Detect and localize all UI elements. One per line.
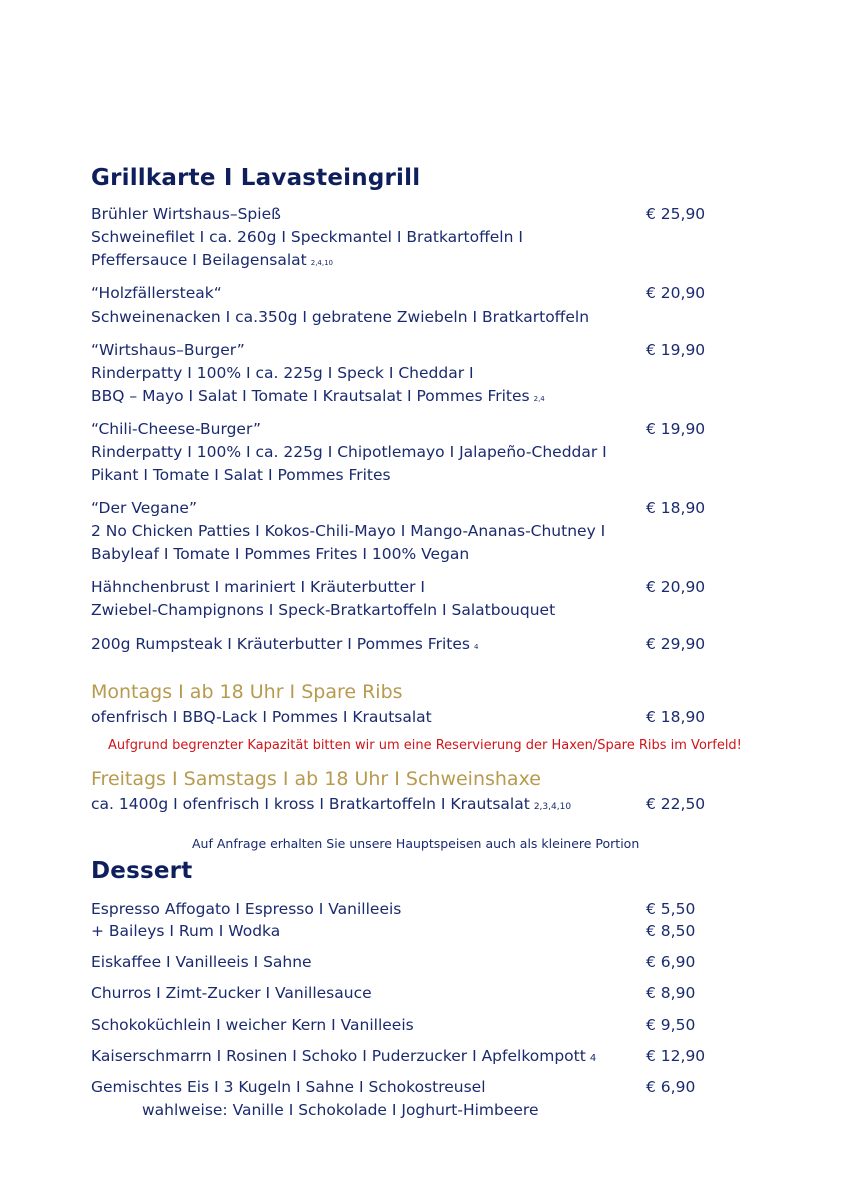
grill-item-name: Brühler Wirtshaus–Spieß xyxy=(91,205,281,223)
dessert-item-price: € 9,50 xyxy=(646,1016,696,1034)
dessert-item-name: Gemischtes Eis I 3 Kugeln I Sahne I Schokostreusel xyxy=(91,1078,486,1096)
allergen-codes: 2,4,10 xyxy=(310,259,334,267)
haxe-price: € 22,50 xyxy=(646,795,706,813)
grill-item-desc: Schweinenacken I ca.350g I gebratene Zwiebeln I Bratkartoffeln xyxy=(91,308,590,326)
allergen-codes: 4 xyxy=(473,643,479,651)
allergen-codes: 2,4 xyxy=(533,395,545,403)
grill-item-price: € 18,90 xyxy=(646,499,706,517)
dessert-item-price: € 5,50 xyxy=(646,900,696,918)
portion-note: Auf Anfrage erhalten Sie unsere Hauptspeisen auch als kleinere Portion xyxy=(192,836,640,851)
grill-item-price: € 19,90 xyxy=(646,341,706,359)
dessert-item-price: € 8,90 xyxy=(646,984,696,1002)
dessert-item-options: wahlweise: Vanille I Schokolade I Joghurt-Himbeere xyxy=(142,1101,539,1119)
haxe-title: Freitags I Samstags I ab 18 Uhr I Schweinshaxe xyxy=(91,768,541,790)
grill-item-name: “Wirtshaus–Burger” xyxy=(91,341,245,359)
grill-item-price: € 20,90 xyxy=(646,578,706,596)
grill-item-desc: BBQ – Mayo I Salat I Tomate I Krautsalat I Pommes Frites 2,4 xyxy=(91,387,545,405)
grill-item-name: “Chili-Cheese-Burger” xyxy=(91,420,261,438)
dessert-item-name: Kaiserschmarrn I Rosinen I Schoko I Puderzucker I Apfelkompott 4 xyxy=(91,1047,597,1065)
reservation-warning: Aufgrund begrenzter Kapazität bitten wir um eine Reservierung der Haxen/Spare Ribs im Vorfeld! xyxy=(108,738,742,753)
ribs-title: Montags I ab 18 Uhr I Spare Ribs xyxy=(91,681,403,703)
grill-item-name: “Holzfällersteak“ xyxy=(91,284,222,302)
allergen-codes: 2,3,4,10 xyxy=(533,802,572,812)
grill-item-desc: Rinderpatty I 100% I ca. 225g I Speck I Cheddar I xyxy=(91,364,474,382)
allergen-codes: 4 xyxy=(589,1053,597,1064)
dessert-item-name: Eiskaffee I Vanilleeis I Sahne xyxy=(91,953,312,971)
grill-item-desc: Schweinefilet I ca. 260g I Speckmantel I Bratkartoffeln I xyxy=(91,228,523,246)
grill-item-price: € 25,90 xyxy=(646,205,706,223)
grill-item-desc: Rinderpatty I 100% I ca. 225g I Chipotlemayo I Jalapeño-Cheddar I xyxy=(91,443,607,461)
ribs-desc: ofenfrisch I BBQ-Lack I Pommes I Krautsalat xyxy=(91,708,432,726)
dessert-item-name: Churros I Zimt-Zucker I Vanillesauce xyxy=(91,984,372,1002)
dessert-item-name: Espresso Affogato I Espresso I Vanilleeis xyxy=(91,900,402,918)
grill-item-price: € 29,90 xyxy=(646,635,706,653)
grill-title: Grillkarte I Lavasteingrill xyxy=(91,165,421,191)
grill-item-price: € 19,90 xyxy=(646,420,706,438)
grill-item-desc: Babyleaf I Tomate I Pommes Frites I 100% Vegan xyxy=(91,545,470,563)
haxe-desc: ca. 1400g I ofenfrisch I kross I Bratkartoffeln I Krautsalat 2,3,4,10 xyxy=(91,795,572,813)
dessert-item-price: € 8,50 xyxy=(646,922,696,940)
ribs-price: € 18,90 xyxy=(646,708,706,726)
grill-item-desc: Pfeffersauce I Beilagensalat 2,4,10 xyxy=(91,251,334,269)
grill-item-name: “Der Vegane” xyxy=(91,499,197,517)
dessert-item-name: + Baileys I Rum I Wodka xyxy=(91,922,281,940)
dessert-item-price: € 6,90 xyxy=(646,953,696,971)
grill-item-desc: Pikant I Tomate I Salat I Pommes Frites xyxy=(91,466,391,484)
grill-item-desc: Zwiebel-Champignons I Speck-Bratkartoffeln I Salatbouquet xyxy=(91,601,556,619)
grill-item-name: Hähnchenbrust I mariniert I Kräuterbutter I xyxy=(91,578,426,596)
grill-item-desc: 2 No Chicken Patties I Kokos-Chili-Mayo I Mango-Ananas-Chutney I xyxy=(91,522,606,540)
dessert-item-price: € 12,90 xyxy=(646,1047,706,1065)
grill-item-name: 200g Rumpsteak I Kräuterbutter I Pommes Frites 4 xyxy=(91,635,479,653)
dessert-item-name: Schokoküchlein I weicher Kern I Vanilleeis xyxy=(91,1016,414,1034)
dessert-item-price: € 6,90 xyxy=(646,1078,696,1096)
grill-item-price: € 20,90 xyxy=(646,284,706,302)
dessert-title: Dessert xyxy=(91,858,193,884)
